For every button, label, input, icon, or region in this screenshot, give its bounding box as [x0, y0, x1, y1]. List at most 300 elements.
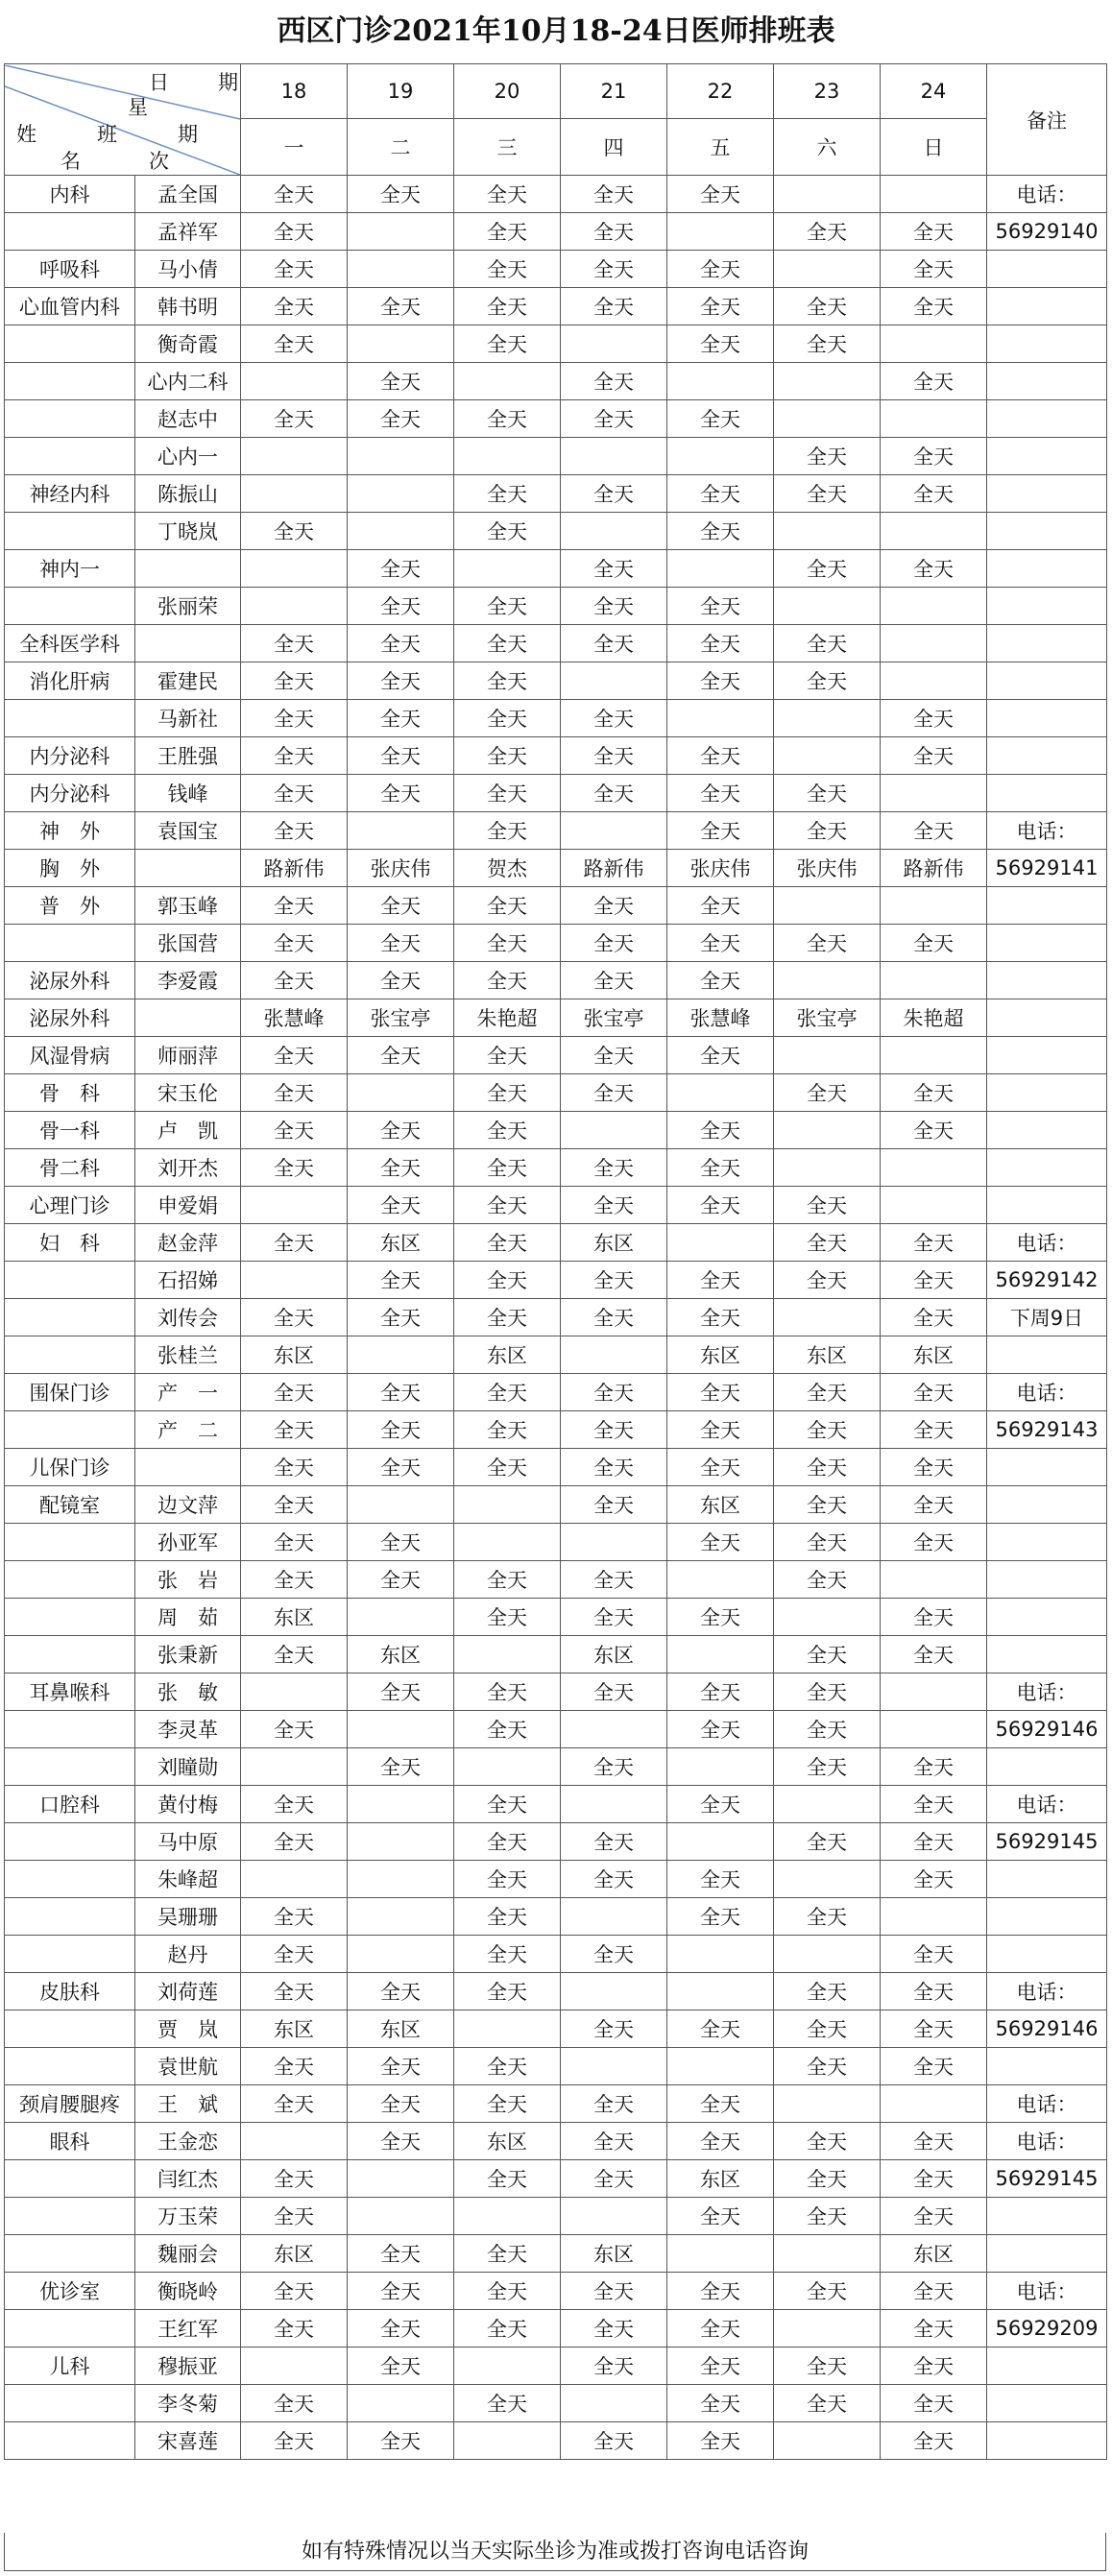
doctor-name-cell: 刘瞳勋 [135, 1748, 241, 1786]
shift-cell: 全天 [774, 2160, 881, 2198]
shift-cell: 全天 [561, 1411, 667, 1449]
shift-cell: 全天 [454, 1823, 561, 1861]
shift-cell: 全天 [241, 1486, 348, 1524]
shift-cell [348, 1599, 454, 1636]
shift-cell: 全天 [454, 1262, 561, 1299]
shift-cell [348, 1898, 454, 1936]
shift-cell: 全天 [241, 1786, 348, 1823]
shift-cell: 全天 [561, 550, 667, 588]
shift-cell: 全天 [454, 288, 561, 325]
shift-cell [667, 2235, 774, 2273]
shift-cell [774, 962, 881, 999]
shift-cell: 全天 [561, 1486, 667, 1524]
shift-cell: 全天 [881, 1524, 987, 1561]
shift-cell [774, 400, 881, 438]
shift-cell: 全天 [667, 2123, 774, 2160]
shift-cell: 全天 [667, 737, 774, 775]
table-row [5, 1599, 1107, 1636]
shift-cell: 东区 [454, 2123, 561, 2160]
doctor-name-cell: 边文萍 [135, 1486, 241, 1524]
remark-cell: 电话： [987, 1673, 1107, 1711]
shift-cell [774, 513, 881, 550]
shift-cell: 全天 [561, 1449, 667, 1486]
shift-cell [348, 325, 454, 363]
table-row [5, 2198, 1107, 2235]
remark-cell: 电话： [987, 812, 1107, 850]
table-row [5, 2422, 1107, 2460]
shift-cell: 全天 [454, 1074, 561, 1112]
remark-cell: 56929143 [987, 1411, 1107, 1449]
shift-cell [241, 438, 348, 475]
department-cell: 消化肝病 [5, 662, 135, 700]
remark-cell [987, 2422, 1107, 2460]
shift-cell: 全天 [881, 1599, 987, 1636]
shift-cell [667, 438, 774, 475]
remark-cell [987, 1187, 1107, 1224]
shift-cell: 全天 [667, 1299, 774, 1336]
page-title: 西区门诊2021年10月18-24日医师排班表 [277, 14, 835, 48]
doctor-name-cell: 孙亚军 [135, 1524, 241, 1561]
shift-cell: 全天 [454, 662, 561, 700]
remark-cell: 电话： [987, 2123, 1107, 2160]
shift-cell: 全天 [454, 1673, 561, 1711]
shift-cell: 全天 [454, 1187, 561, 1224]
shift-cell [774, 176, 881, 213]
shift-cell: 全天 [454, 1112, 561, 1149]
shift-cell [241, 1748, 348, 1786]
remark-cell [987, 2385, 1107, 2422]
shift-cell: 全天 [348, 288, 454, 325]
shift-cell: 全天 [774, 2347, 881, 2385]
shift-cell [561, 662, 667, 700]
shift-cell: 全天 [561, 400, 667, 438]
shift-cell: 东区 [561, 1636, 667, 1673]
department-cell [5, 2198, 135, 2235]
shift-cell: 全天 [881, 1748, 987, 1786]
shift-cell: 全天 [348, 363, 454, 400]
shift-cell: 全天 [881, 737, 987, 775]
shift-cell: 全天 [667, 2198, 774, 2235]
table-row [5, 513, 1107, 550]
shift-cell [774, 363, 881, 400]
shift-cell [454, 2198, 561, 2235]
shift-cell [348, 475, 454, 513]
shift-cell: 全天 [348, 1112, 454, 1149]
remark-cell: 电话： [987, 2085, 1107, 2123]
shift-cell: 全天 [454, 1898, 561, 1936]
shift-cell [561, 2198, 667, 2235]
shift-cell: 全天 [561, 1673, 667, 1711]
shift-cell [348, 251, 454, 288]
shift-cell: 全天 [881, 700, 987, 737]
shift-cell: 全天 [454, 1861, 561, 1898]
department-cell [5, 1861, 135, 1898]
shift-cell: 全天 [561, 1262, 667, 1299]
table-row [5, 1411, 1107, 1449]
shift-cell: 全天 [774, 1262, 881, 1299]
header-day-22: 22 [667, 64, 774, 119]
department-cell: 妇 科 [5, 1224, 135, 1262]
shift-cell: 全天 [454, 1786, 561, 1823]
remark-cell [987, 251, 1107, 288]
doctor-name-cell: 朱峰超 [135, 1861, 241, 1898]
doctor-name-cell: 丁晓岚 [135, 513, 241, 550]
shift-cell [454, 2347, 561, 2385]
header-day-19: 19 [348, 64, 454, 119]
corner-label-ri: 日 [149, 70, 169, 94]
doctor-name-cell: 王 斌 [135, 2085, 241, 2123]
shift-cell: 全天 [241, 1561, 348, 1599]
shift-cell: 全天 [241, 962, 348, 999]
doctor-name-cell: 产 一 [135, 1374, 241, 1411]
table-row [5, 1037, 1107, 1074]
shift-cell: 全天 [454, 887, 561, 925]
shift-cell: 全天 [774, 1636, 881, 1673]
doctor-name-cell: 李冬菊 [135, 2385, 241, 2422]
shift-cell: 全天 [561, 1823, 667, 1861]
shift-cell: 东区 [881, 2235, 987, 2273]
header-day-21: 21 [561, 64, 667, 119]
shift-cell: 全天 [881, 1262, 987, 1299]
shift-cell: 全天 [881, 1936, 987, 1973]
shift-cell [454, 2422, 561, 2460]
shift-cell: 全天 [667, 1411, 774, 1449]
shift-cell: 全天 [348, 1449, 454, 1486]
shift-cell: 全天 [667, 1524, 774, 1561]
shift-cell: 全天 [667, 1262, 774, 1299]
shift-cell [774, 887, 881, 925]
doctor-name-cell: 王红军 [135, 2310, 241, 2347]
shift-cell [881, 962, 987, 999]
shift-cell: 贺杰 [454, 850, 561, 887]
remark-cell [987, 1936, 1107, 1973]
shift-cell: 全天 [881, 1973, 987, 2010]
shift-cell [667, 1823, 774, 1861]
remark-cell: 56929146 [987, 1711, 1107, 1748]
remark-cell [987, 1898, 1107, 1936]
shift-cell: 全天 [241, 325, 348, 363]
remark-cell [987, 775, 1107, 812]
doctor-name-cell [135, 1449, 241, 1486]
remark-cell [987, 288, 1107, 325]
doctor-name-cell: 李灵革 [135, 1711, 241, 1748]
table-row [5, 625, 1107, 662]
table-row [5, 1936, 1107, 1973]
department-cell: 儿科 [5, 2347, 135, 2385]
shift-cell: 全天 [774, 1224, 881, 1262]
shift-cell: 全天 [774, 1561, 881, 1599]
shift-cell [241, 588, 348, 625]
shift-cell: 东区 [667, 1486, 774, 1524]
department-cell [5, 2235, 135, 2273]
shift-cell [881, 625, 987, 662]
shift-cell: 东区 [561, 1224, 667, 1262]
shift-cell: 全天 [881, 2310, 987, 2347]
remark-cell: 电话： [987, 1374, 1107, 1411]
corner-label-xing: 星 [128, 95, 148, 119]
shift-cell: 全天 [348, 1411, 454, 1449]
shift-cell: 全天 [348, 700, 454, 737]
remark-cell [987, 1449, 1107, 1486]
table-row [5, 1898, 1107, 1936]
shift-cell: 全天 [454, 1411, 561, 1449]
corner-label-xingming: 姓 [16, 122, 36, 146]
shift-cell [881, 400, 987, 438]
shift-cell [348, 1936, 454, 1973]
table-row [5, 2160, 1107, 2198]
department-cell: 泌尿外科 [5, 962, 135, 999]
shift-cell: 全天 [561, 176, 667, 213]
shift-cell: 全天 [881, 1374, 987, 1411]
doctor-name-cell: 袁国宝 [135, 812, 241, 850]
shift-cell: 东区 [348, 1636, 454, 1673]
shift-cell [881, 2085, 987, 2123]
shift-cell: 全天 [348, 2310, 454, 2347]
shift-cell [454, 1748, 561, 1786]
department-cell: 神 外 [5, 812, 135, 850]
shift-cell: 全天 [881, 2273, 987, 2310]
shift-cell [667, 1936, 774, 1973]
shift-cell: 全天 [881, 2010, 987, 2048]
shift-cell: 全天 [348, 1561, 454, 1599]
shift-cell: 朱艳超 [454, 999, 561, 1037]
shift-cell [881, 887, 987, 925]
shift-cell: 路新伟 [881, 850, 987, 887]
shift-cell: 全天 [667, 588, 774, 625]
shift-cell: 全天 [348, 2123, 454, 2160]
table-row [5, 1561, 1107, 1599]
shift-cell [774, 737, 881, 775]
shift-cell: 张宝亭 [348, 999, 454, 1037]
shift-cell: 全天 [774, 213, 881, 251]
department-cell: 儿保门诊 [5, 1449, 135, 1486]
doctor-name-cell: 赵丹 [135, 1936, 241, 1973]
department-cell [5, 1262, 135, 1299]
diagonal-lines [5, 65, 240, 175]
shift-cell: 东区 [881, 1336, 987, 1374]
shift-cell: 东区 [667, 2160, 774, 2198]
shift-cell [774, 1861, 881, 1898]
shift-cell: 全天 [348, 550, 454, 588]
shift-cell: 全天 [561, 2160, 667, 2198]
department-cell [5, 2422, 135, 2460]
shift-cell: 全天 [774, 1673, 881, 1711]
shift-cell: 全天 [881, 812, 987, 850]
shift-cell: 全天 [561, 288, 667, 325]
shift-cell [881, 662, 987, 700]
shift-cell: 全天 [454, 1449, 561, 1486]
shift-cell: 全天 [774, 1711, 881, 1748]
doctor-name-cell: 魏丽会 [135, 2235, 241, 2273]
shift-cell: 全天 [881, 1112, 987, 1149]
shift-cell: 全天 [454, 2048, 561, 2085]
shift-cell: 全天 [667, 2347, 774, 2385]
shift-cell [561, 1711, 667, 1748]
shift-cell: 全天 [774, 1486, 881, 1524]
shift-cell: 全天 [241, 2085, 348, 2123]
shift-cell: 全天 [241, 1299, 348, 1336]
table-row [5, 2273, 1107, 2310]
doctor-name-cell: 韩书明 [135, 288, 241, 325]
table-row [5, 1973, 1107, 2010]
department-cell [5, 2385, 135, 2422]
shift-cell: 全天 [561, 1748, 667, 1786]
corner-label-qi: 期 [178, 122, 198, 146]
doctor-name-cell: 产 二 [135, 1411, 241, 1449]
header-row-days [5, 64, 1107, 119]
remark-cell [987, 1599, 1107, 1636]
doctor-name-cell: 霍建民 [135, 662, 241, 700]
shift-cell: 全天 [667, 775, 774, 812]
remark-cell [987, 1561, 1107, 1599]
shift-cell: 全天 [241, 2310, 348, 2347]
table-row [5, 176, 1107, 213]
department-cell [5, 1299, 135, 1336]
shift-cell: 东区 [561, 2235, 667, 2273]
table-row [5, 1861, 1107, 1898]
shift-cell: 全天 [454, 176, 561, 213]
shift-cell: 张慧峰 [241, 999, 348, 1037]
shift-cell: 全天 [348, 1299, 454, 1336]
shift-cell: 全天 [774, 1524, 881, 1561]
shift-cell [348, 2198, 454, 2235]
shift-cell [348, 1711, 454, 1748]
doctor-name-cell: 张国营 [135, 925, 241, 962]
shift-cell [348, 438, 454, 475]
shift-cell: 全天 [667, 251, 774, 288]
shift-cell: 全天 [561, 700, 667, 737]
shift-cell: 张慧峰 [667, 999, 774, 1037]
shift-cell: 全天 [774, 475, 881, 513]
shift-cell: 全天 [241, 1449, 348, 1486]
shift-cell: 全天 [774, 2385, 881, 2422]
table-row [5, 2085, 1107, 2123]
remark-cell: 电话： [987, 2273, 1107, 2310]
shift-cell: 全天 [881, 550, 987, 588]
remark-cell [987, 1748, 1107, 1786]
header-day-24: 24 [881, 64, 987, 119]
department-cell [5, 325, 135, 363]
table-row [5, 213, 1107, 251]
shift-cell: 全天 [348, 887, 454, 925]
table-row [5, 1673, 1107, 1711]
remark-cell [987, 625, 1107, 662]
table-row [5, 2123, 1107, 2160]
shift-cell [667, 700, 774, 737]
remark-cell: 下周9日 [987, 1299, 1107, 1336]
doctor-name-cell: 周 茹 [135, 1599, 241, 1636]
shift-cell: 全天 [667, 176, 774, 213]
shift-cell: 全天 [774, 1973, 881, 2010]
remark-cell [987, 887, 1107, 925]
department-cell: 颈肩腰腿疼 [5, 2085, 135, 2123]
footer-note: 如有特殊情况以当天实际坐诊为准或拨打咨询电话咨询 [4, 2533, 1106, 2571]
remark-cell: 56929145 [987, 2160, 1107, 2198]
doctor-name-cell: 张 敏 [135, 1673, 241, 1711]
doctor-name-cell: 黄付梅 [135, 1786, 241, 1823]
shift-cell: 全天 [241, 2048, 348, 2085]
shift-cell: 全天 [561, 1149, 667, 1187]
shift-cell: 全天 [348, 962, 454, 999]
shift-cell: 张庆伟 [667, 850, 774, 887]
shift-cell: 东区 [454, 1336, 561, 1374]
shift-cell: 全天 [561, 1299, 667, 1336]
doctor-name-cell: 马新社 [135, 700, 241, 737]
shift-cell [348, 513, 454, 550]
shift-cell [881, 1673, 987, 1711]
shift-cell: 全天 [454, 475, 561, 513]
shift-cell [667, 1748, 774, 1786]
shift-cell [454, 1524, 561, 1561]
remark-cell: 56929146 [987, 2010, 1107, 2048]
shift-cell [561, 438, 667, 475]
shift-cell: 全天 [561, 251, 667, 288]
shift-cell: 全天 [561, 588, 667, 625]
doctor-name-cell: 心内一 [135, 438, 241, 475]
table-row [5, 1486, 1107, 1524]
shift-cell [667, 1973, 774, 2010]
doctor-name-cell [135, 850, 241, 887]
shift-cell: 全天 [881, 1411, 987, 1449]
remark-cell [987, 513, 1107, 550]
doctor-name-cell: 张丽荣 [135, 588, 241, 625]
shift-cell: 全天 [348, 1037, 454, 1074]
shift-cell: 全天 [348, 625, 454, 662]
table-row [5, 288, 1107, 325]
department-cell [5, 1599, 135, 1636]
shift-cell [348, 2160, 454, 2198]
table-row [5, 2310, 1107, 2347]
shift-cell: 全天 [241, 1524, 348, 1561]
remark-cell: 电话： [987, 1224, 1107, 1262]
shift-cell: 全天 [881, 1449, 987, 1486]
shift-cell [561, 1336, 667, 1374]
shift-cell [881, 513, 987, 550]
shift-cell: 全天 [667, 2273, 774, 2310]
shift-cell: 全天 [454, 251, 561, 288]
department-cell [5, 925, 135, 962]
shift-cell: 全天 [667, 1599, 774, 1636]
shift-cell: 全天 [667, 2385, 774, 2422]
shift-cell [561, 2385, 667, 2422]
shift-cell: 全天 [561, 775, 667, 812]
remark-cell [987, 400, 1107, 438]
shift-cell [454, 2010, 561, 2048]
shift-cell: 东区 [774, 1336, 881, 1374]
shift-cell: 全天 [241, 887, 348, 925]
table-row [5, 400, 1107, 438]
shift-cell: 全天 [241, 1936, 348, 1973]
shift-cell: 全天 [454, 1973, 561, 2010]
shift-cell: 全天 [241, 213, 348, 251]
shift-cell: 全天 [241, 288, 348, 325]
table-row [5, 1187, 1107, 1224]
shift-cell: 全天 [561, 1374, 667, 1411]
shift-cell [667, 1224, 774, 1262]
shift-cell: 全天 [667, 325, 774, 363]
shift-cell [561, 325, 667, 363]
remark-cell [987, 550, 1107, 588]
corner-label-qi-top: 期 [218, 70, 238, 94]
shift-cell: 全天 [454, 213, 561, 251]
shift-cell [454, 1636, 561, 1673]
table-row [5, 1636, 1107, 1673]
shift-cell [561, 2048, 667, 2085]
shift-cell [241, 475, 348, 513]
shift-cell: 全天 [561, 1037, 667, 1074]
remark-cell [987, 925, 1107, 962]
shift-cell: 全天 [667, 1711, 774, 1748]
